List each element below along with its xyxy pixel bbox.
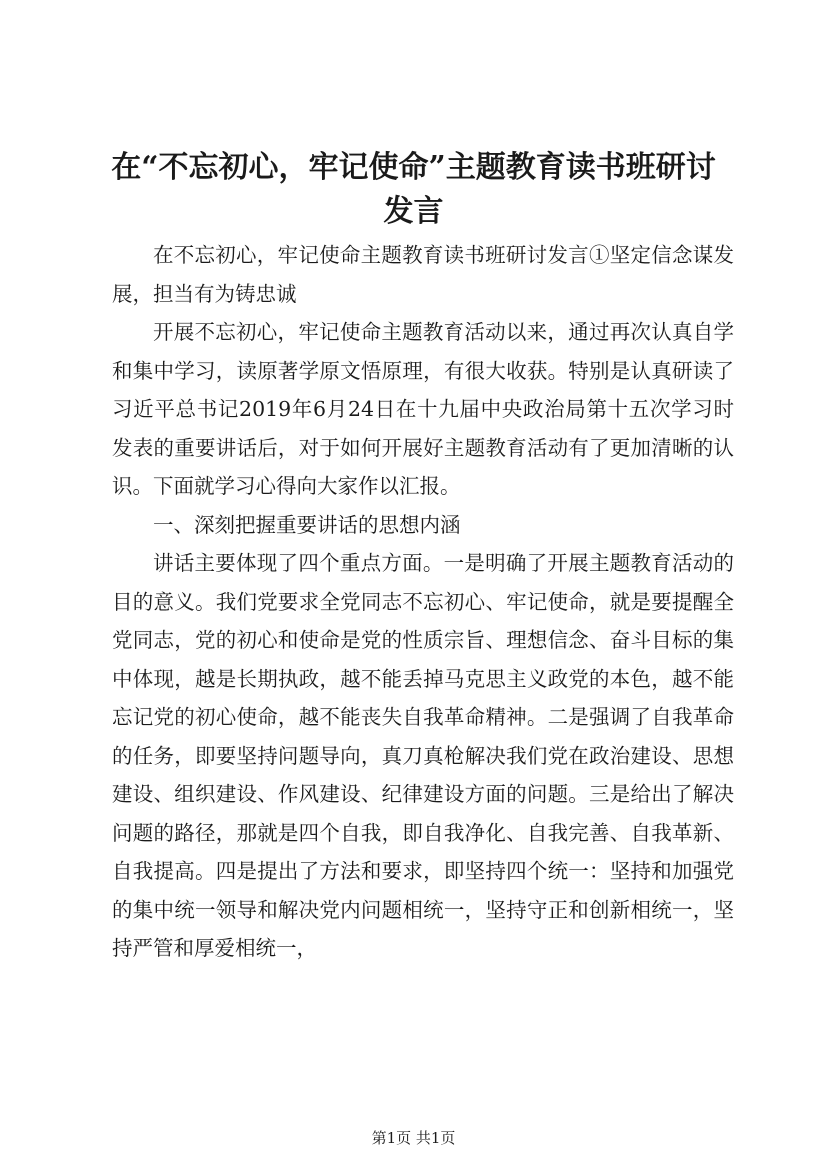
page-footer: 第1页 共1页 bbox=[371, 1129, 456, 1147]
paragraph-background: 开展不忘初心，牢记使命主题教育活动以来，通过再次认真自学和集中学习，读原著学原文悟原理，有很大收获。特别是认真研读了习近平总书记2019年6月24日在十九届中央政治局第十五次学习时发表的重要讲话后，对于如何开展好主题教育活动有了更加清晰的认识。下面就学习心得向大家作以汇报。 bbox=[112, 320, 734, 498]
document-title: 在“不忘初心，牢记使命”主题教育读书班研讨发言 bbox=[111, 150, 716, 229]
paragraph-intro: 在不忘初心，牢记使命主题教育读书班研讨发言①坚定信念谋发展，担当有为铸忠诚 bbox=[112, 243, 734, 306]
document-body bbox=[112, 236, 734, 968]
section-heading: 一、深刻把握重要讲话的思想内涵 bbox=[153, 512, 461, 537]
paragraph-analysis: 讲话主要体现了四个重点方面。一是明确了开展主题教育活动的目的意义。我们党要求全党同志不忘初心、牢记使命，就是要提醒全党同志，党的初心和使命是党的性质宗旨、理想信念、奋斗目标的集中体现，越是长期执政，越不能丢掉马克思主义政党的本色，越不能忘记党的初心使命，越不能丧失自我革命精神。二是强调了自我革命的任务，即要坚持问题导向，真刀真枪解决我们党在政治建设、思想建设、组织建设、作风建设、纪律建设方面的问题。三是给出了解决问题的路径，那就是四个自我，即自我净化、自我完善、自我革新、自我提高。四是提出了方法和要求，即坚持四个统一：坚持和加强党的集中统一领导和解决党内问题相统一，坚持守正和创新相统一，坚持严管和厚爱相统一， bbox=[112, 551, 734, 960]
